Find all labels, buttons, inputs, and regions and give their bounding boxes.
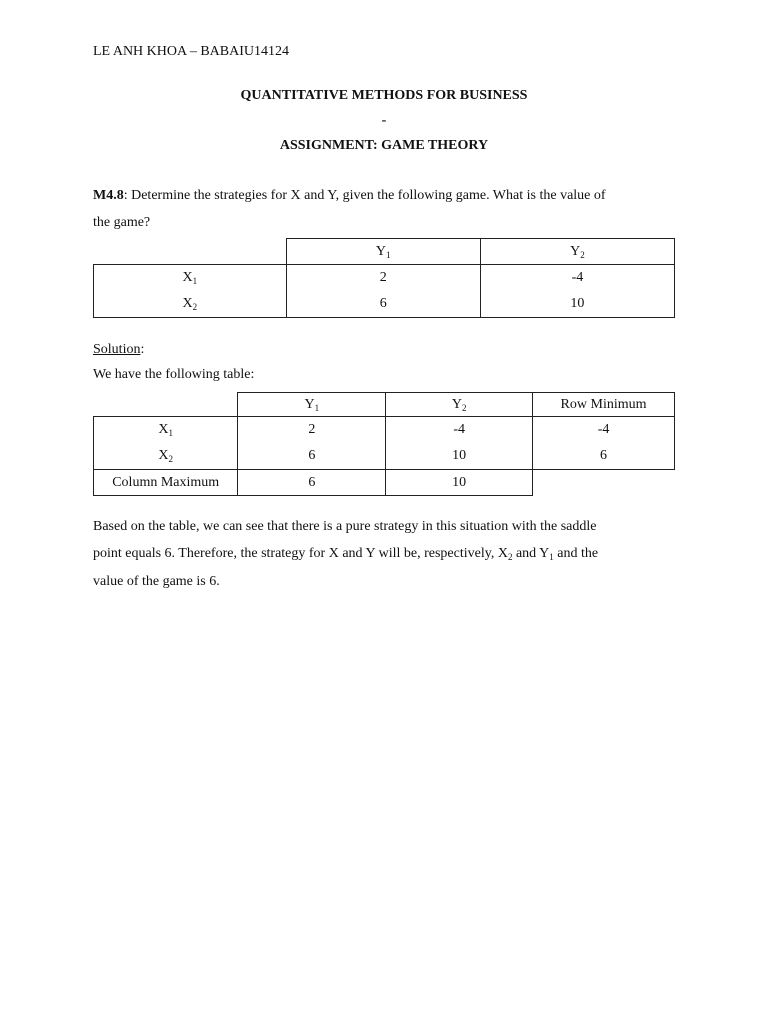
solution-table-corner bbox=[94, 393, 238, 417]
game-table-corner bbox=[94, 239, 287, 265]
column-maximum-value: 10 bbox=[386, 470, 533, 496]
conclusion-line1: Based on the table, we can see that there is a pure strategy in this situation with the saddle bbox=[93, 519, 597, 534]
game-cell: 6 bbox=[379, 296, 387, 311]
game-col-y1-values bbox=[286, 265, 480, 318]
solution-intro: We have the following table: bbox=[93, 367, 255, 382]
solution-row-header-x2: $X_2$ bbox=[158, 448, 173, 464]
game-row-header-x2: $X_2$ bbox=[182, 296, 198, 312]
game-col-y2-values bbox=[480, 265, 674, 318]
title-course: QUANTITATIVE METHODS FOR BUSINESS bbox=[240, 88, 528, 103]
game-col-header: $Y_2$ bbox=[480, 239, 674, 265]
solution-cell: 6 bbox=[308, 448, 316, 463]
conclusion-line2: point equals 6. Therefore, the strategy for X and Y will be, respectively, $X_2$ and $Y_1$ and the bbox=[93, 546, 599, 562]
game-col-header: $Y_1$ bbox=[286, 239, 480, 265]
question-label: M4.8 bbox=[93, 188, 124, 203]
conclusion-line3: value of the game is 6. bbox=[93, 574, 220, 589]
question-text bbox=[93, 182, 606, 236]
title-dash: - bbox=[381, 113, 387, 128]
solution-col-header-row-minimum: Row Minimum bbox=[533, 393, 675, 417]
solution-row-headers bbox=[94, 417, 238, 470]
solution-cell: 6 bbox=[600, 448, 608, 463]
solution-row-header-x1: $X_1$ bbox=[158, 422, 173, 438]
solution-cell: -4 bbox=[597, 422, 610, 437]
title-assignment: ASSIGNMENT: GAME THEORY bbox=[279, 138, 489, 153]
game-row-header-x1: $X_1$ bbox=[182, 270, 198, 286]
game-cell: -4 bbox=[571, 270, 584, 285]
solution-colon: : bbox=[140, 342, 145, 357]
solution-cell: -4 bbox=[453, 422, 465, 437]
author-header: LE ANH KHOA – BABAIU14124 bbox=[93, 44, 289, 59]
game-row-headers bbox=[94, 265, 287, 318]
solution-label-line bbox=[93, 342, 144, 358]
solution-col-row-minimum-values bbox=[533, 417, 675, 470]
game-cell: 2 bbox=[379, 270, 387, 285]
solution-cell: 2 bbox=[308, 422, 316, 437]
empty-cell bbox=[533, 470, 675, 496]
conclusion-paragraph bbox=[93, 513, 598, 595]
solution-col-header: $Y_2$ bbox=[386, 393, 533, 417]
solution-label: Solution bbox=[93, 342, 141, 357]
question-line1: : Determine the strategies for X and Y, given the following game. What is the value of bbox=[123, 188, 606, 203]
column-maximum-value: 6 bbox=[238, 470, 386, 496]
game-table bbox=[93, 238, 675, 318]
solution-col-y2-values bbox=[386, 417, 533, 470]
solution-col-y1-values bbox=[238, 417, 386, 470]
solution-table bbox=[93, 392, 675, 496]
column-maximum-label: Column Maximum bbox=[94, 470, 238, 496]
solution-col-header: $Y_1$ bbox=[238, 393, 386, 417]
solution-cell: 10 bbox=[452, 448, 467, 463]
game-cell: 10 bbox=[570, 296, 585, 311]
question-line2: the game? bbox=[93, 215, 151, 230]
